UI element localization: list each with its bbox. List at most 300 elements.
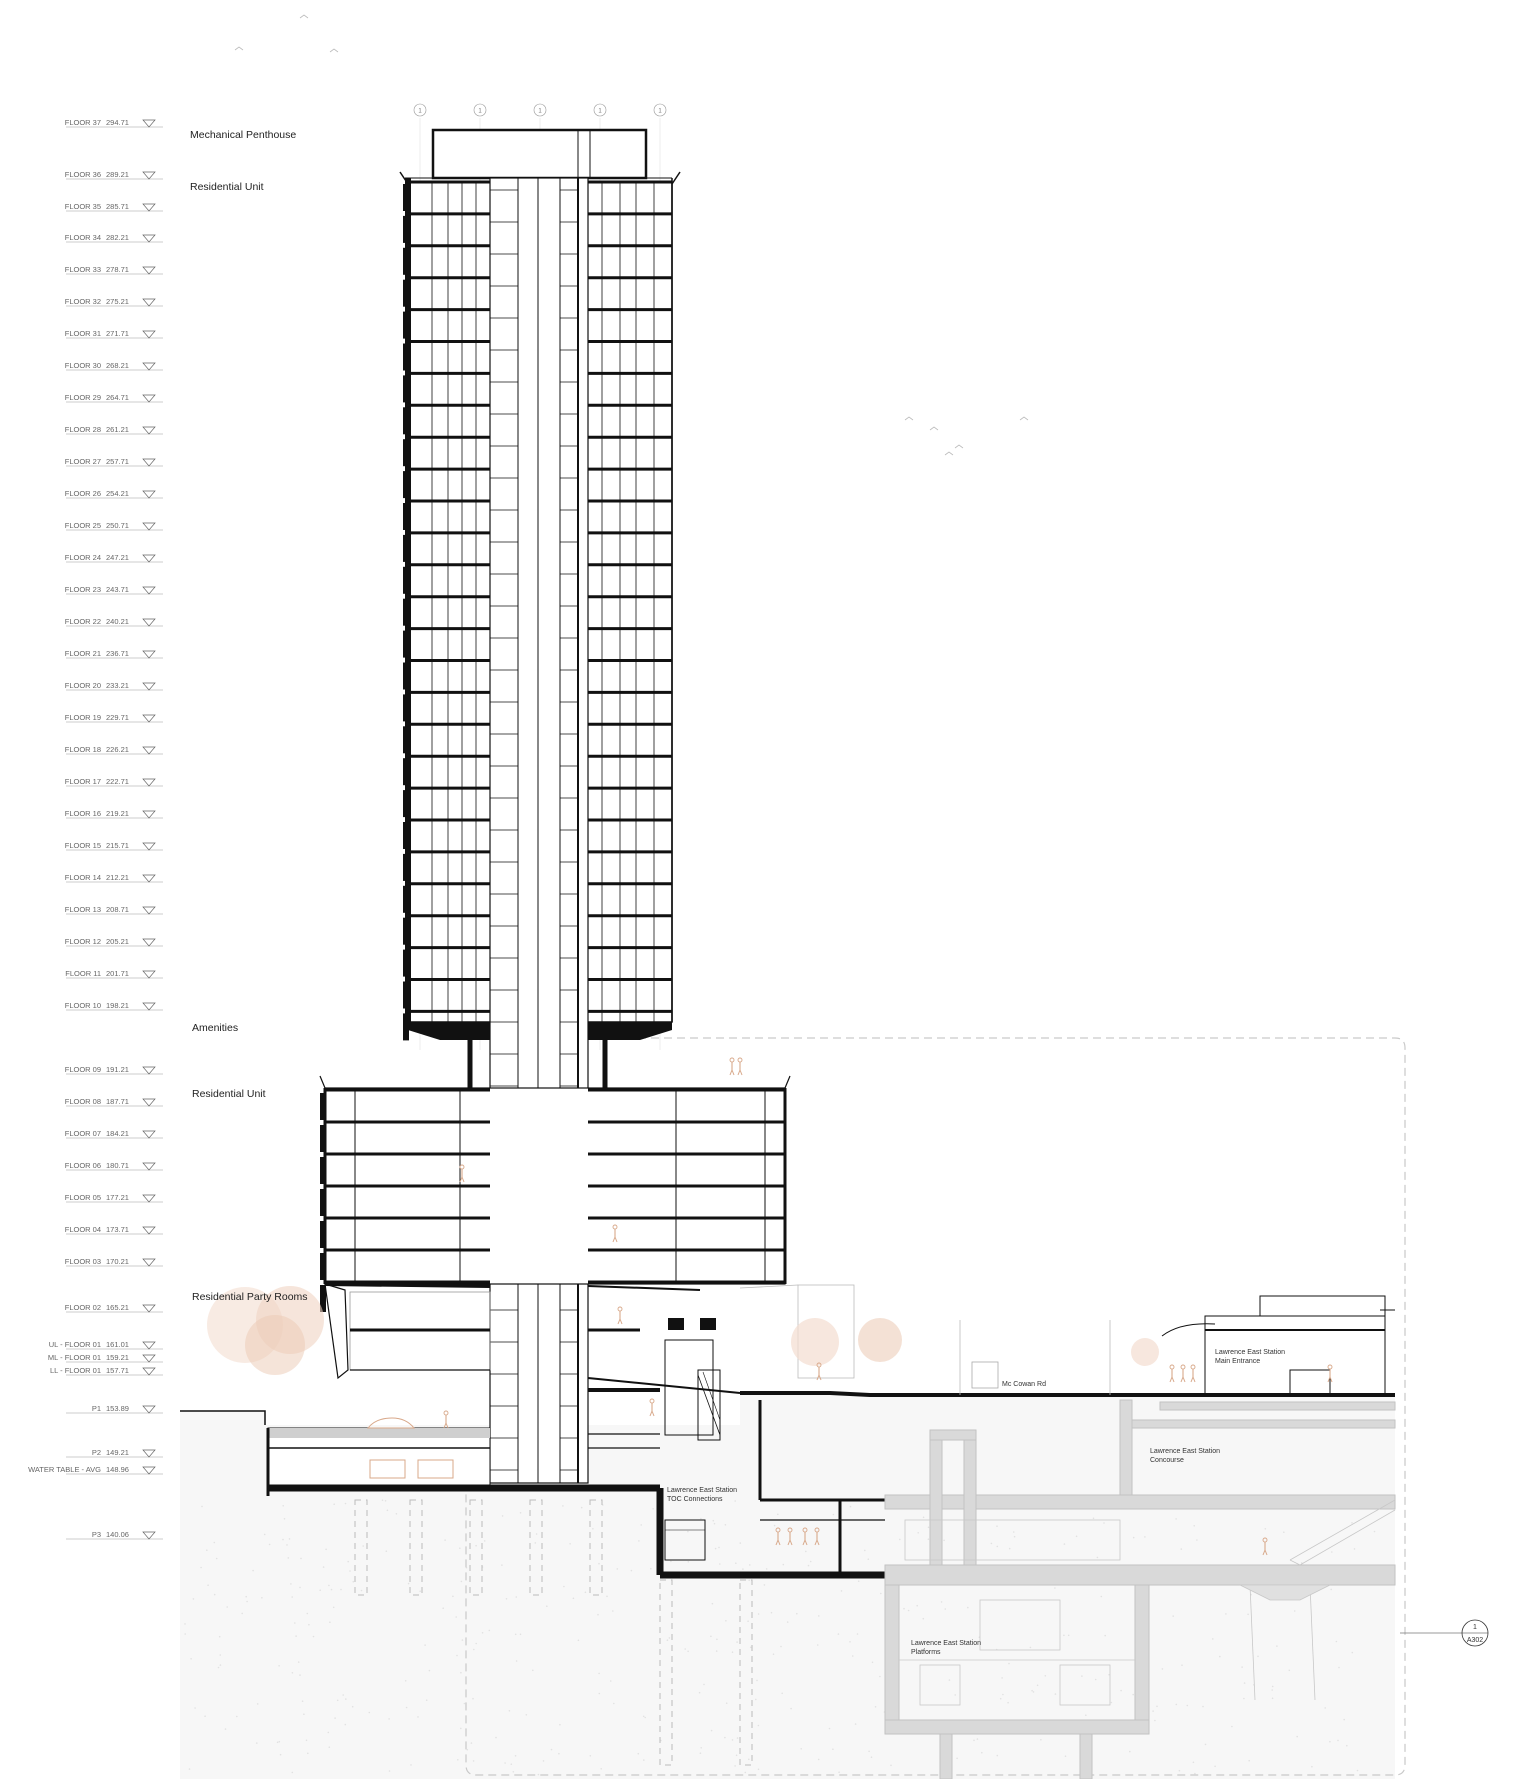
level-marker: [65, 1129, 163, 1138]
podium-facade-panel: [320, 1093, 326, 1120]
soil-dot: [269, 1544, 271, 1546]
soil-dot: [426, 1699, 428, 1701]
soil-dot: [908, 1610, 910, 1612]
level-elevation: 229.71: [106, 713, 129, 722]
soil-dot: [716, 1650, 718, 1652]
soil-dot: [818, 1759, 820, 1761]
soil-dot: [687, 1531, 689, 1533]
soil-dot: [246, 1601, 248, 1603]
level-marker: [65, 905, 163, 914]
soil-dot: [1065, 1755, 1067, 1757]
level-marker: [49, 1340, 163, 1349]
grid-bubble-label: 1: [478, 108, 482, 115]
level-marker: [66, 1404, 163, 1413]
soil-dot: [868, 1751, 870, 1753]
soil-dot: [506, 1598, 508, 1600]
soil-dot: [773, 1653, 775, 1655]
soil-dot: [687, 1651, 689, 1653]
soil-dot: [1013, 1531, 1015, 1533]
soil-dot: [734, 1765, 736, 1767]
soil-dot: [1248, 1760, 1250, 1762]
soil-dot: [200, 1567, 202, 1569]
level-elevation: 205.21: [106, 937, 129, 946]
soil-dot: [256, 1742, 258, 1744]
soil-dot: [289, 1538, 291, 1540]
soil-dot: [329, 1746, 331, 1748]
soil-dot: [600, 1768, 602, 1770]
level-name: FLOOR 12: [64, 937, 101, 946]
soil-dot: [1247, 1614, 1249, 1616]
soil-dot: [903, 1608, 905, 1610]
facade-panel: [403, 439, 409, 466]
level-marker: [65, 809, 163, 818]
level-elevation: 215.71: [106, 841, 129, 850]
soil-dot: [1152, 1710, 1154, 1712]
facade-panel: [403, 918, 409, 945]
soil-dot: [353, 1581, 355, 1583]
grid-bubble: [474, 104, 486, 116]
soil-dot: [829, 1728, 831, 1730]
soil-dot: [385, 1500, 387, 1502]
soil-dot: [1272, 1698, 1274, 1700]
level-marker: [65, 297, 163, 306]
soil-dot: [590, 1755, 592, 1757]
soil-dot: [578, 1640, 580, 1642]
level-elevation: 226.21: [106, 745, 129, 754]
level-elevation: 222.71: [106, 777, 129, 786]
level-elevation: 177.21: [106, 1193, 129, 1202]
podium-facade-panel: [320, 1189, 326, 1216]
person-figure: [730, 1058, 734, 1075]
soil-dot: [456, 1655, 458, 1657]
person-figure: [618, 1307, 622, 1324]
soil-dot: [389, 1770, 391, 1772]
soil-dot: [461, 1581, 463, 1583]
soil-dot: [715, 1548, 717, 1550]
soil-dot: [1296, 1736, 1298, 1738]
soil-dot: [362, 1545, 364, 1547]
soil-dot: [1225, 1613, 1227, 1615]
section-callout: [1400, 1620, 1488, 1646]
soil-dot: [864, 1550, 866, 1552]
soil-dot: [967, 1607, 969, 1609]
soil-dot: [1103, 1522, 1105, 1524]
soil-dot: [1162, 1668, 1164, 1670]
level-name: FLOOR 11: [65, 969, 101, 978]
level-marker: [65, 1303, 163, 1312]
soil-dot: [501, 1564, 503, 1566]
level-name: FLOOR 24: [64, 553, 101, 562]
soil-dot: [1219, 1656, 1221, 1658]
soil-dot: [875, 1706, 877, 1708]
grid-bubble-label: 1: [598, 108, 602, 115]
facade-panel: [403, 663, 409, 690]
level-elevation: 208.71: [106, 905, 129, 914]
soil-dot: [1202, 1706, 1204, 1708]
level-marker: [65, 233, 163, 242]
soil-dot: [1244, 1682, 1246, 1684]
soil-dot: [1081, 1675, 1083, 1677]
soil-dot: [996, 1525, 998, 1527]
soil-dot: [1030, 1647, 1032, 1649]
facade-panel: [403, 216, 409, 243]
soil-dot: [737, 1737, 739, 1739]
soil-dot: [711, 1730, 713, 1732]
soil-dot: [369, 1712, 371, 1714]
level-elevation: 257.71: [106, 457, 129, 466]
soil-dot: [640, 1524, 642, 1526]
soil-dot: [945, 1608, 947, 1610]
soil-dot: [1241, 1666, 1243, 1668]
facade-panel: [403, 407, 409, 434]
soil-dot: [361, 1590, 363, 1592]
level-elevation: 268.21: [106, 361, 129, 370]
soil-dot: [1343, 1719, 1345, 1721]
soil-dot: [516, 1660, 518, 1662]
podium-facade-panel: [320, 1125, 326, 1152]
soil-dot: [766, 1568, 768, 1570]
grid-bubble: [594, 104, 606, 116]
level-name: FLOOR 22: [64, 617, 101, 626]
soil-dot: [852, 1655, 854, 1657]
facade-panel: [403, 854, 409, 881]
podium-facade-panel: [320, 1157, 326, 1184]
soil-dot: [1374, 1531, 1376, 1533]
soil-dot: [333, 1607, 335, 1609]
soil-dot: [725, 1524, 727, 1526]
soil-dot: [1265, 1528, 1267, 1530]
soil-dot: [1187, 1705, 1189, 1707]
soil-dot: [189, 1768, 191, 1770]
level-marker: [65, 649, 163, 658]
level-elevation: 191.21: [106, 1065, 129, 1074]
soil-dot: [291, 1596, 293, 1598]
soil-dot: [535, 1542, 537, 1544]
soil-dot: [597, 1614, 599, 1616]
soil-dot: [684, 1648, 686, 1650]
soil-dot: [307, 1753, 309, 1755]
level-marker: [65, 873, 163, 882]
level-elevation: 148.96: [106, 1465, 129, 1474]
soil-dot: [783, 1564, 785, 1566]
soil-dot: [787, 1621, 789, 1623]
soil-dot: [841, 1590, 843, 1592]
soil-dot: [732, 1739, 734, 1741]
level-marker: [65, 1225, 163, 1234]
soil-dot: [511, 1763, 513, 1765]
facade-panel: [403, 184, 409, 211]
level-marker: [65, 489, 163, 498]
soil-dot: [916, 1605, 918, 1607]
level-name: FLOOR 03: [64, 1257, 101, 1266]
level-marker: [65, 1097, 163, 1106]
level-marker: [65, 937, 163, 946]
soil-dot: [282, 1539, 284, 1541]
soil-dot: [206, 1549, 208, 1551]
soil-dot: [735, 1562, 737, 1564]
soil-dot: [748, 1759, 750, 1761]
level-elevation: 247.21: [106, 553, 129, 562]
soil-dot: [714, 1523, 716, 1525]
level-marker: [65, 1001, 163, 1010]
soil-dot: [1231, 1726, 1233, 1728]
level-name: FLOOR 32: [64, 297, 101, 306]
soil-dot: [406, 1707, 408, 1709]
soil-dot: [1085, 1714, 1087, 1716]
level-elevation: 153.89: [106, 1404, 129, 1413]
label-platforms-line2: Platforms: [911, 1649, 941, 1656]
soil-dot: [758, 1725, 760, 1727]
soil-dot: [286, 1544, 288, 1546]
soil-dot: [387, 1510, 389, 1512]
soil-dot: [307, 1613, 309, 1615]
facade-panel: [403, 950, 409, 977]
label-main-entrance-line2: Main Entrance: [1215, 1358, 1261, 1365]
soil-dot: [726, 1702, 728, 1704]
main-entrance-building: [1162, 1296, 1395, 1396]
facade-panel: [403, 312, 409, 339]
facade-panel: [403, 726, 409, 753]
grid-bubble: [654, 104, 666, 116]
podium: [320, 1076, 790, 1284]
grid-markers: [414, 104, 666, 116]
level-marker: [65, 1257, 163, 1266]
soil-dot: [345, 1724, 347, 1726]
soil-dot: [342, 1694, 344, 1696]
soil-dot: [473, 1649, 475, 1651]
level-elevation: 236.71: [106, 649, 129, 658]
level-elevation: 250.71: [106, 521, 129, 530]
level-name: FLOOR 25: [64, 521, 101, 530]
soil-dot: [1338, 1667, 1340, 1669]
level-name: FLOOR 27: [64, 457, 101, 466]
level-marker: [65, 841, 163, 850]
soil-dot: [298, 1661, 300, 1663]
soil-dot: [347, 1561, 349, 1563]
soil-dot: [214, 1542, 216, 1544]
soil-dot: [325, 1549, 327, 1551]
level-marker: [65, 585, 163, 594]
soil-dot: [981, 1752, 983, 1754]
soil-dot: [1133, 1537, 1135, 1539]
soil-dot: [855, 1723, 857, 1725]
soil-dot: [225, 1728, 227, 1730]
soil-dot: [331, 1589, 333, 1591]
level-name: FLOOR 13: [64, 905, 101, 914]
soil-dot: [718, 1547, 720, 1549]
soil-dot: [1283, 1531, 1285, 1533]
level-marker: [65, 361, 163, 370]
soil-dot: [495, 1737, 497, 1739]
level-name: FLOOR 16: [64, 809, 101, 818]
label-amenities: Amenities: [192, 1022, 239, 1034]
level-name: FLOOR 36: [64, 170, 101, 179]
facade-panel: [403, 822, 409, 849]
soil-dot: [1132, 1694, 1134, 1696]
soil-dot: [460, 1728, 462, 1730]
level-marker: [65, 393, 163, 402]
podium-facade-panel: [320, 1253, 326, 1280]
level-elevation: 170.21: [106, 1257, 129, 1266]
soil-dot: [745, 1772, 747, 1774]
label-main-entrance-line1: Lawrence East Station: [1215, 1349, 1286, 1356]
soil-dot: [386, 1550, 388, 1552]
soil-dot: [257, 1703, 259, 1705]
soil-dot: [764, 1584, 766, 1586]
soil-dot: [190, 1658, 192, 1660]
soil-dot: [184, 1633, 186, 1635]
level-name: FLOOR 10: [64, 1001, 101, 1010]
soil-dot: [1272, 1686, 1274, 1688]
soil-dot: [598, 1563, 600, 1565]
soil-dot: [261, 1597, 263, 1599]
person-figure: [650, 1399, 654, 1416]
soil-dot: [219, 1636, 221, 1638]
level-name: FLOOR 34: [64, 233, 101, 242]
soil-dot: [214, 1594, 216, 1596]
soil-dot: [817, 1644, 819, 1646]
soil-dot: [1055, 1693, 1057, 1695]
soil-dot: [1097, 1557, 1099, 1559]
soil-dot: [573, 1598, 575, 1600]
soil-dot: [1076, 1536, 1078, 1538]
soil-dot: [818, 1615, 820, 1617]
soil-dot: [333, 1503, 335, 1505]
grid-bubble-label: 1: [538, 108, 542, 115]
level-name: ML - FLOOR 01: [47, 1353, 101, 1362]
facade-panel: [403, 248, 409, 275]
soil-dot: [340, 1589, 342, 1591]
soil-dot: [1154, 1720, 1156, 1722]
soil-dot: [1331, 1551, 1333, 1553]
level-name: FLOOR 31: [64, 329, 101, 338]
soil-dot: [1095, 1679, 1097, 1681]
soil-dot: [781, 1693, 783, 1695]
level-marker: [65, 1065, 163, 1074]
soil-dot: [1008, 1663, 1010, 1665]
soil-dot: [1194, 1773, 1196, 1775]
facade-panel: [403, 471, 409, 498]
soil-dot: [546, 1605, 548, 1607]
soil-dot: [382, 1499, 384, 1501]
soil-dot: [1357, 1770, 1359, 1772]
soil-dot: [245, 1596, 247, 1598]
soil-dot: [890, 1765, 892, 1767]
facade-panel: [403, 886, 409, 913]
soil-dot: [688, 1561, 690, 1563]
soil-dot: [713, 1520, 715, 1522]
soil-dot: [1324, 1707, 1326, 1709]
grid-bubble: [414, 104, 426, 116]
soil-dot: [833, 1514, 835, 1516]
soil-dot: [617, 1568, 619, 1570]
grid-bubble-label: 1: [418, 108, 422, 115]
soil-dot: [1093, 1518, 1095, 1520]
soil-dot: [334, 1717, 336, 1719]
soil-dot: [724, 1737, 726, 1739]
soil-dot: [328, 1732, 330, 1734]
soil-dot: [747, 1620, 749, 1622]
level-name: WATER TABLE - AVG: [28, 1465, 101, 1474]
soil-dot: [923, 1517, 925, 1519]
soil-dot: [858, 1580, 860, 1582]
grid-bubble-label: 1: [658, 108, 662, 115]
soil-dot: [943, 1540, 945, 1542]
level-elevation: 157.71: [106, 1366, 129, 1375]
soil-dot: [1276, 1645, 1278, 1647]
soil-dot: [532, 1670, 534, 1672]
soil-dot: [516, 1596, 518, 1598]
soil-dot: [241, 1613, 243, 1615]
soil-dot: [592, 1528, 594, 1530]
level-marker: [28, 1465, 163, 1474]
person-figure: [738, 1058, 742, 1075]
soil-dot: [194, 1707, 196, 1709]
level-name: FLOOR 26: [64, 489, 101, 498]
soil-dot: [1271, 1689, 1273, 1691]
level-marker: [50, 1366, 163, 1375]
level-marker: [66, 1530, 163, 1539]
soil-dot: [585, 1592, 587, 1594]
soil-dot: [716, 1639, 718, 1641]
soil-dot: [857, 1633, 859, 1635]
soil-dot: [599, 1693, 601, 1695]
soil-dot: [725, 1620, 727, 1622]
label-residential-unit-upper: Residential Unit: [190, 181, 264, 193]
soil-dot: [1179, 1770, 1181, 1772]
level-marker: [65, 969, 163, 978]
level-elevation: 140.06: [106, 1530, 129, 1539]
level-marker: [65, 777, 163, 786]
soil-dot: [613, 1703, 615, 1705]
level-marker: [66, 1448, 163, 1457]
soil-dot: [526, 1714, 528, 1716]
soil-dot: [771, 1612, 773, 1614]
level-name: P1: [91, 1404, 101, 1413]
soil-dot: [954, 1694, 956, 1696]
soil-dot: [719, 1563, 721, 1565]
soil-dot: [442, 1607, 444, 1609]
soil-dot: [504, 1762, 506, 1764]
soil-dot: [1054, 1587, 1056, 1589]
soil-dot: [1156, 1706, 1158, 1708]
mechanical-penthouse: [405, 130, 672, 178]
level-name: P3: [91, 1530, 101, 1539]
level-elevation: 180.71: [106, 1161, 129, 1170]
soil-dot: [220, 1654, 222, 1656]
soil-dot: [742, 1568, 744, 1570]
soil-dot: [758, 1613, 760, 1615]
soil-dot: [643, 1716, 645, 1718]
person-figure: [1170, 1365, 1174, 1382]
soil-dot: [790, 1708, 792, 1710]
soil-dot: [460, 1672, 462, 1674]
level-elevation: 278.71: [106, 265, 129, 274]
soil-dot: [1346, 1745, 1348, 1747]
soil-dot: [218, 1667, 220, 1669]
soil-dot: [308, 1624, 310, 1626]
soil-dot: [810, 1561, 812, 1563]
soil-dot: [643, 1759, 645, 1761]
soil-dot: [563, 1586, 565, 1588]
soil-dot: [204, 1715, 206, 1717]
soil-dot: [1337, 1740, 1339, 1742]
level-name: FLOOR 30: [64, 361, 101, 370]
soil-dot: [302, 1700, 304, 1702]
soil-dot: [471, 1742, 473, 1744]
level-elevation: 294.71: [106, 118, 129, 127]
soil-dot: [1104, 1635, 1106, 1637]
